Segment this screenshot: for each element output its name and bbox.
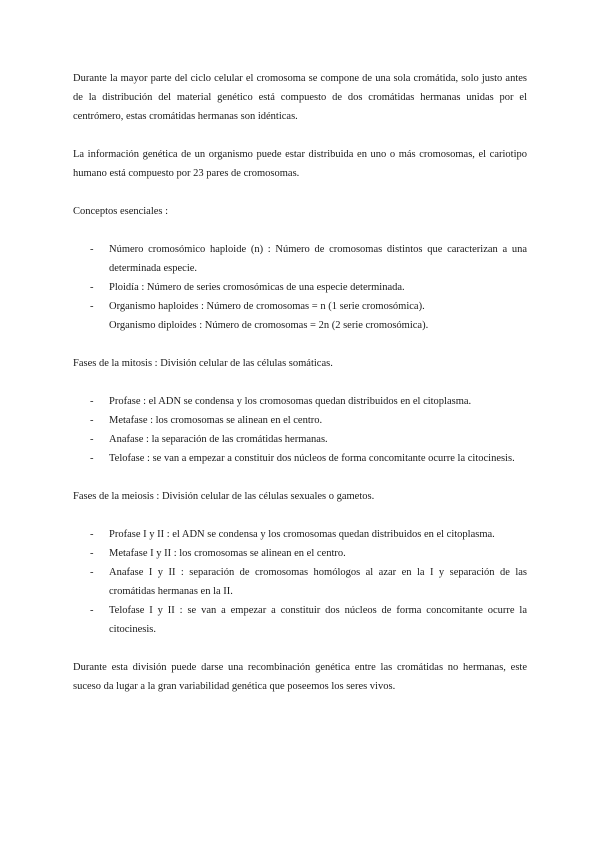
bullet-dash: -	[90, 434, 94, 445]
list-item-text-continuation: Organismo diploides : Número de cromosomas = 2n (2 serie cromosómica).	[109, 320, 429, 331]
list-item-text: Anafase I y II : separación de cromosomas homólogos al azar en la I y separación de las cromátidas hermanas en la II.	[109, 567, 527, 597]
bullet-dash: -	[90, 529, 94, 540]
list-item	[73, 278, 527, 297]
list-item-text: Telofase : se van a empezar a constituir dos núcleos de forma concomitante ocurre la citocinesis.	[109, 453, 515, 464]
list-item	[73, 411, 527, 430]
bullet-dash: -	[90, 548, 94, 559]
bullet-dash: -	[90, 415, 94, 426]
bullet-dash: -	[90, 453, 94, 464]
list-item-text: Organismo haploides : Número de cromosomas = n (1 serie cromosómica).	[109, 301, 425, 312]
list-item-text: Número cromosómico haploide (n) : Número de cromosomas distintos que caracterizan a una determinada especie.	[109, 244, 527, 274]
list-item	[73, 297, 527, 335]
list-item	[73, 525, 527, 544]
list-item	[73, 563, 527, 601]
conceptos-heading: Conceptos esenciales :	[73, 206, 169, 217]
list-item-text: Profase : el ADN se condensa y los cromosomas quedan distribuidos en el citoplasma.	[109, 396, 472, 407]
intro-paragraph: Durante la mayor parte del ciclo celular el cromosoma se compone de una sola cromátida, solo justo antes de la distribución del material genético está compuesto de dos cromátidas hermanas unidas por el centrómero, estas cromátidas hermanas son idénticas.	[73, 73, 527, 122]
bullet-dash: -	[90, 282, 94, 293]
bullet-dash: -	[90, 567, 94, 578]
list-item-text: Ploidía : Número de series cromosómicas de una especie determinada.	[109, 282, 405, 293]
meiosis-heading: Fases de la meiosis : División celular de las células sexuales o gametos.	[73, 491, 375, 502]
bullet-dash: -	[90, 605, 94, 616]
list-item-text: Profase I y II : el ADN se condensa y los cromosomas quedan distribuidos en el citoplasma.	[109, 529, 495, 540]
bullet-dash: -	[90, 244, 94, 255]
list-item-text: Metafase I y II : los cromosomas se alinean en el centro.	[109, 548, 346, 559]
organism-paragraph: La información genética de un organismo puede estar distribuida en uno o más cromosomas, el cariotipo humano está compuesto por 23 pares de cromosomas.	[73, 149, 527, 179]
list-item-text: Telofase I y II : se van a empezar a constituir dos núcleos de forma concomitante ocurre la citocinesis.	[109, 605, 527, 635]
list-item	[73, 601, 527, 639]
list-item-text: Anafase : la separación de las cromátidas hermanas.	[109, 434, 328, 445]
list-item-text: Metafase : los cromosomas se alinean en el centro.	[109, 415, 323, 426]
bullet-dash: -	[90, 301, 94, 312]
conceptos-list	[73, 240, 527, 335]
mitosis-list	[73, 392, 527, 468]
bullet-dash: -	[90, 396, 94, 407]
meiosis-list	[73, 525, 527, 639]
list-item	[73, 240, 527, 278]
closing-paragraph: Durante esta división puede darse una recombinación genética entre las cromátidas no hermanas, este suceso da lugar a la gran variabilidad genética que poseemos los seres vivos.	[73, 662, 527, 692]
list-item	[73, 544, 527, 563]
list-item	[73, 449, 527, 468]
list-item	[73, 392, 527, 411]
list-item	[73, 430, 527, 449]
mitosis-heading: Fases de la mitosis : División celular de las células somáticas.	[73, 358, 333, 369]
